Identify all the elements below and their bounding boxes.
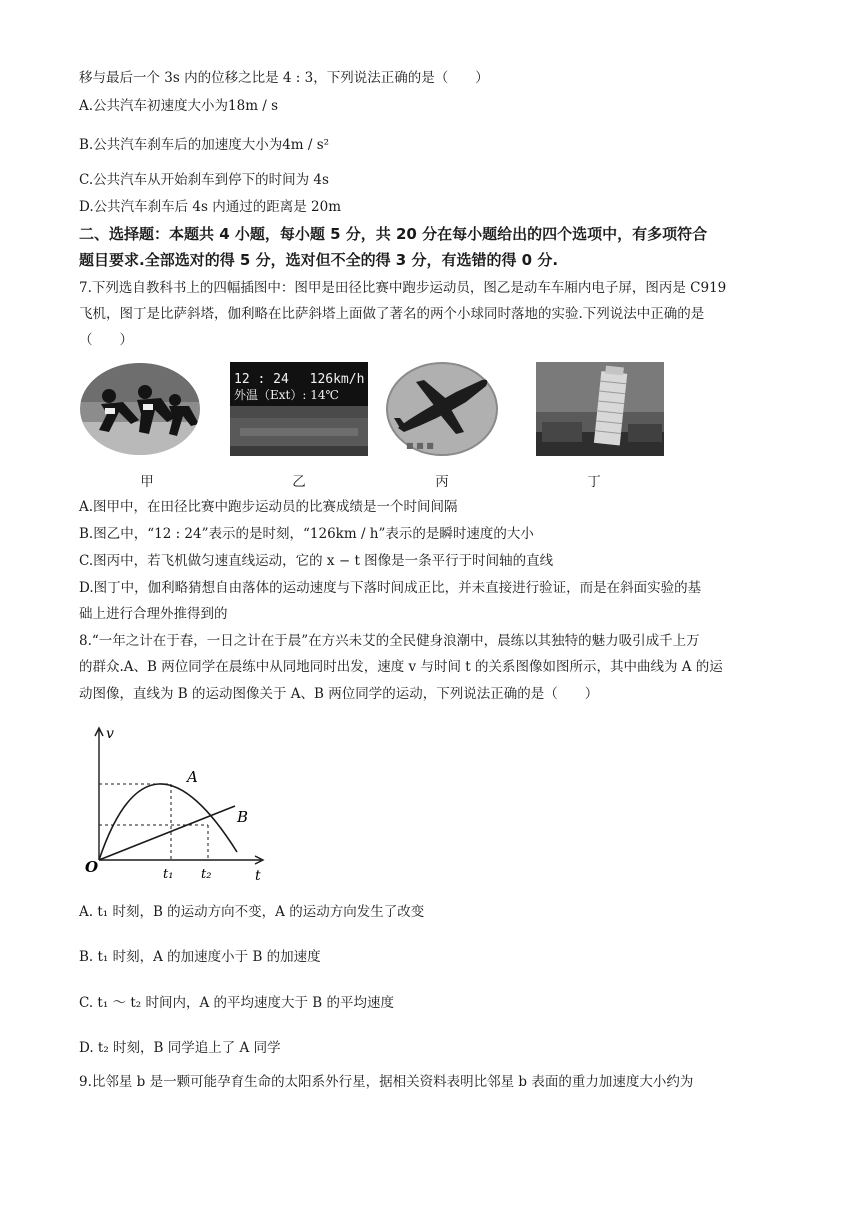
airplane-photo	[386, 362, 498, 456]
q8-option-c: C. t₁ ～ t₂ 时间内，A 的平均速度大于 B 的平均速度	[79, 995, 395, 1011]
curve-a-label: A	[187, 768, 198, 786]
q8-option-d: D. t₂ 时刻，B 同学追上了 A 同学	[79, 1040, 281, 1056]
section2-heading-line2: 题目要求.全部选对的得 5 分，选对但不全的得 3 分，有选错的得 0 分.	[79, 251, 559, 269]
runners-photo	[79, 362, 201, 456]
t2-tick-label: t₂	[201, 867, 212, 882]
q7-option-a: A.图甲中，在田径比赛中跑步运动员的比赛成绩是一个时间间隔	[79, 499, 458, 515]
caption-ding: 丁	[587, 474, 601, 490]
q7-stem-line3: （ ）	[79, 332, 133, 348]
q8-stem-line1: 8.“一年之计在于春，一日之计在于晨”在方兴未艾的全民健身浪潮中，晨练以其独特的魅力吸引成千上万	[79, 633, 700, 649]
v-axis-label: v	[106, 726, 114, 742]
screen-temperature-text: 外温（Ext）: 14℃	[234, 388, 339, 402]
q8-option-a: A. t₁ 时刻，B 的运动方向不变，A 的运动方向发生了改变	[79, 904, 425, 920]
caption-yi: 乙	[292, 474, 306, 490]
q8-stem-line2: 的群众.A、B 两位同学在晨练中从同地同时出发，速度 v 与时间 t 的关系图像如图所示，其中曲线为 A 的运	[79, 659, 723, 675]
q9-stem: 9.比邻星 b 是一颗可能孕育生命的太阳系外行星，据相关资料表明比邻星 b 表面的重力加速度大小约为	[79, 1074, 694, 1090]
t1-tick-label: t₁	[163, 867, 174, 882]
t-axis-label: t	[255, 868, 261, 882]
curve-a	[99, 784, 237, 860]
line-b-label: B	[237, 808, 249, 826]
pisa-tower-photo	[536, 362, 664, 456]
caption-jia: 甲	[140, 474, 154, 490]
q6-option-c: C.公共汽车从开始刹车到停下的时间为 4s	[79, 172, 329, 188]
q6-option-b: B.公共汽车刹车后的加速度大小为4m / s²	[79, 137, 330, 153]
q7-stem-line2: 飞机，图丁是比萨斜塔，伽利略在比萨斜塔上面做了著名的两个小球同时落地的实验.下列说法中正确的是	[79, 306, 705, 322]
screen-time-speed-text: 12 : 24 126km/h	[234, 372, 365, 387]
q7-stem-line1: 7.下列选自教科书上的四幅插图中：图甲是田径比赛中跑步运动员，图乙是动车车厢内电子屏，图丙是 C919	[79, 280, 727, 296]
q8-option-b: B. t₁ 时刻，A 的加速度小于 B 的加速度	[79, 949, 321, 965]
train-screen-photo	[230, 362, 368, 456]
q6-stem-tail: 移与最后一个 3s 内的位移之比是 4 : 3，下列说法正确的是（ ）	[79, 70, 489, 86]
q6-option-d: D.公共汽车刹车后 4s 内通过的距离是 20m	[79, 199, 342, 215]
q6-option-a: A.公共汽车初速度大小为18m / s	[79, 98, 279, 114]
caption-bing: 丙	[435, 474, 449, 490]
vt-graph	[79, 722, 269, 882]
q7-option-d-line2: 础上进行合理外推得到的	[79, 606, 228, 622]
q8-stem-line3: 动图像，直线为 B 的运动图像关于 A、B 两位同学的运动，下列说法正确的是（ ）	[79, 686, 599, 702]
svg-text:■ ■ ■: ■ ■ ■	[406, 441, 434, 450]
q7-option-c: C.图丙中，若飞机做匀速直线运动，它的 x − t 图像是一条平行于时间轴的直线	[79, 553, 554, 569]
q7-option-d-line1: D.图丁中，伽利略猜想自由落体的运动速度与下落时间成正比，并未直接进行验证，而是在斜面实验的基	[79, 580, 702, 596]
q7-option-b: B.图乙中，“12 : 24”表示的是时刻，“126km / h”表示的是瞬时速度的大小	[79, 526, 534, 542]
section2-heading-line1: 二、选择题：本题共 4 小题，每小题 5 分，共 20 分在每小题给出的四个选项中，有多项符合	[79, 225, 708, 243]
origin-label: O	[85, 858, 99, 876]
